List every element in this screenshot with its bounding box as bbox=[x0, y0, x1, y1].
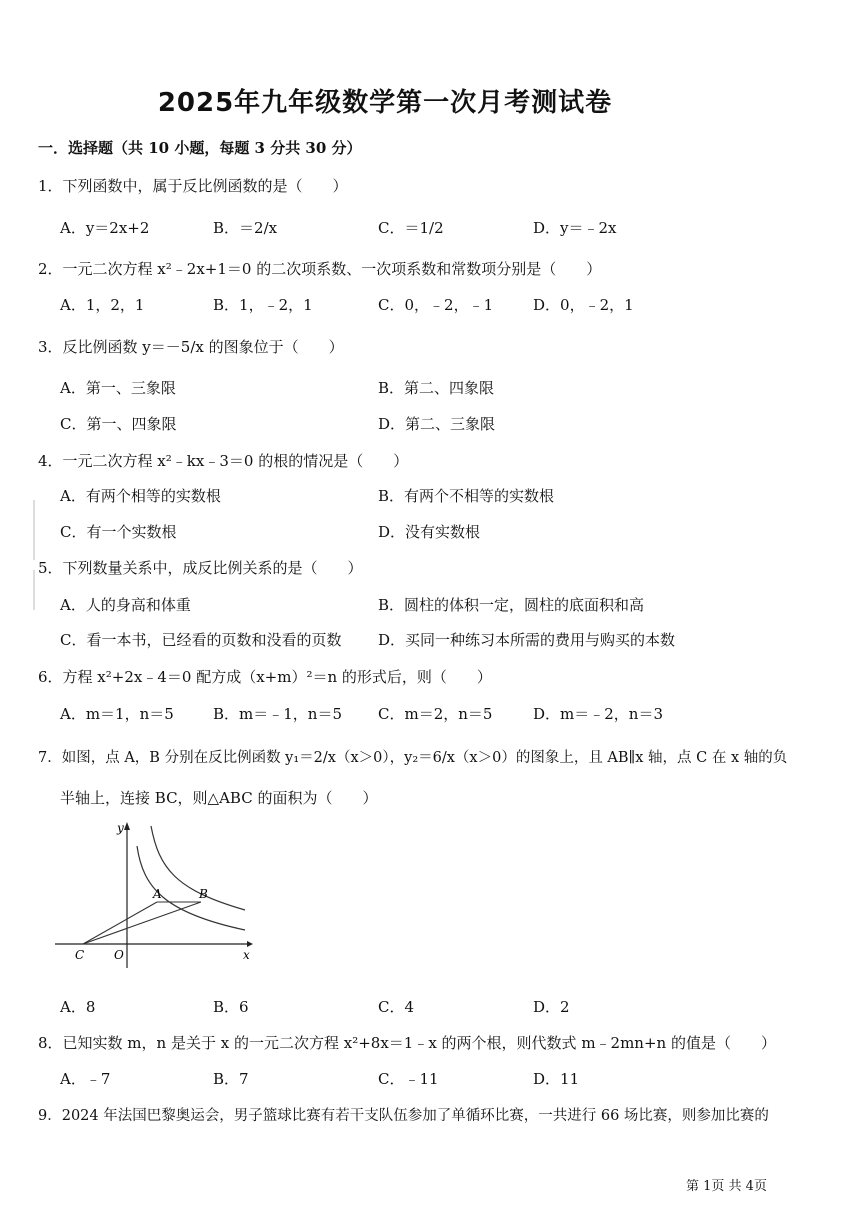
section-heading: 一．选择题（共 10 小题，每题 3 分共 30 分） bbox=[38, 139, 362, 157]
question-4-option-b: B．有两个不相等的实数根 bbox=[378, 487, 555, 505]
question-6-option-a: A．m＝1，n＝5 bbox=[60, 705, 174, 723]
label-b: B bbox=[199, 887, 208, 901]
question-2-stem: 2．一元二次方程 x²﹣2x+1＝0 的二次项系数、一次项系数和常数项分别是（ ） bbox=[38, 260, 602, 278]
question-3-option-a: A．第一、三象限 bbox=[60, 379, 176, 397]
question-8-option-c: C．﹣11 bbox=[378, 1070, 439, 1088]
question-8-option-b: B．7 bbox=[213, 1070, 249, 1088]
question-5-stem: 5．下列数量关系中，成反比例关系的是（ ） bbox=[38, 559, 363, 577]
scan-margin-mark bbox=[33, 500, 35, 560]
question-3-option-d: D．第二、三象限 bbox=[378, 415, 496, 433]
question-7-option-a: A．8 bbox=[60, 998, 96, 1016]
question-5-option-b: B．圆柱的体积一定，圆柱的底面积和高 bbox=[378, 596, 645, 614]
question-6-stem: 6．方程 x²+2x﹣4＝0 配方成（x+m）²＝n 的形式后，则（ ） bbox=[38, 668, 492, 686]
question-8-stem: 8．已知实数 m，n 是关于 x 的一元二次方程 x²+8x＝1﹣x 的两个根，则代数式 m﹣2mn+n 的值是（ ） bbox=[38, 1034, 776, 1052]
label-c: C bbox=[75, 948, 85, 962]
question-8-option-a: A．﹣7 bbox=[60, 1070, 111, 1088]
label-origin: O bbox=[114, 948, 124, 962]
question-1-option-d: D．y＝﹣2x bbox=[533, 219, 617, 237]
question-8-option-d: D．11 bbox=[533, 1070, 580, 1088]
segment-ca bbox=[83, 902, 157, 944]
question-1-option-a: A．y＝2x+2 bbox=[60, 219, 150, 237]
label-a: A bbox=[153, 887, 162, 901]
question-4-option-d: D．没有实数根 bbox=[378, 523, 481, 541]
question-3-option-c: C．第一、四象限 bbox=[60, 415, 177, 433]
question-5-option-c: C．看一本书，已经看的页数和没看的页数 bbox=[60, 631, 342, 649]
question-7-option-b: B．6 bbox=[213, 998, 249, 1016]
question-1-stem: 1．下列函数中，属于反比例函数的是（ ） bbox=[38, 177, 348, 195]
question-9-stem: 9．2024 年法国巴黎奥运会，男子篮球比赛有若干支队伍参加了单循环比赛，一共进行 66 场比赛，则参加比赛的 bbox=[38, 1108, 769, 1124]
x-axis-arrow-icon bbox=[247, 941, 253, 947]
y-axis-arrow-icon bbox=[124, 822, 130, 830]
question-7-option-c: C．4 bbox=[378, 998, 415, 1016]
label-y: y bbox=[117, 821, 124, 835]
scan-margin-mark bbox=[33, 570, 35, 610]
question-7-figure bbox=[55, 818, 255, 968]
question-6-option-c: C．m＝2，n＝5 bbox=[378, 705, 493, 723]
question-6-option-d: D．m＝﹣2，n＝3 bbox=[533, 705, 663, 723]
question-6-option-b: B．m＝﹣1，n＝5 bbox=[213, 705, 342, 723]
curve-y2 bbox=[151, 826, 245, 910]
question-3-option-b: B．第二、四象限 bbox=[378, 379, 495, 397]
question-7-option-d: D．2 bbox=[533, 998, 570, 1016]
question-3-stem: 3．反比例函数 y＝－5/x 的图象位于（ ） bbox=[38, 338, 344, 356]
question-4-stem: 4．一元二次方程 x²﹣kx﹣3＝0 的根的情况是（ ） bbox=[38, 452, 409, 470]
question-7-stem: 7．如图，点 A，B 分别在反比例函数 y₁＝2/x（x＞0），y₂＝6/x（x＞0）的图象上，且 AB∥x 轴，点 C 在 x 轴的负 bbox=[38, 750, 788, 766]
segment-cb bbox=[83, 902, 201, 944]
question-2-option-d: D．0，﹣2，1 bbox=[533, 296, 634, 314]
question-4-option-c: C．有一个实数根 bbox=[60, 523, 177, 541]
question-4-option-a: A．有两个相等的实数根 bbox=[60, 487, 221, 505]
question-2-option-a: A．1，2，1 bbox=[60, 296, 145, 314]
label-x: x bbox=[243, 948, 250, 962]
question-1-option-c: C．＝1/2 bbox=[378, 219, 444, 237]
page-number: 第 1页 共 4页 bbox=[686, 1179, 767, 1194]
question-2-option-b: B．1，﹣2，1 bbox=[213, 296, 313, 314]
question-5-option-a: A．人的身高和体重 bbox=[60, 596, 191, 614]
page-title: 2025年九年级数学第一次月考测试卷 bbox=[157, 88, 613, 118]
question-5-option-d: D．买同一种练习本所需的费用与购买的本数 bbox=[378, 631, 676, 649]
question-2-option-c: C．0，﹣2，﹣1 bbox=[378, 296, 494, 314]
question-1-option-b: B．＝2/x bbox=[213, 219, 278, 237]
question-7-stem-continued: 半轴上，连接 BC，则△ABC 的面积为（ ） bbox=[60, 789, 378, 807]
